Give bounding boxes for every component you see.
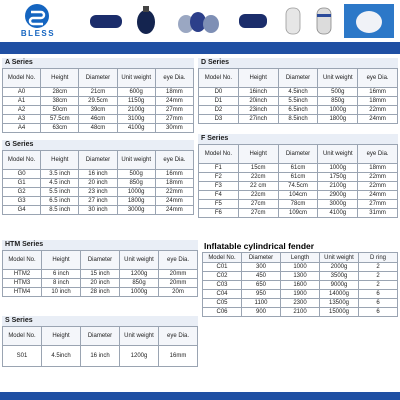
- cell: 1000: [281, 263, 320, 272]
- cell: 28cm: [41, 88, 79, 97]
- cell: 16 inch: [81, 346, 120, 367]
- cell: A2: [3, 106, 41, 115]
- cell: 23 inch: [79, 188, 117, 197]
- cell: 1800g: [117, 197, 155, 206]
- cell: 1150g: [117, 97, 155, 106]
- cell: D0: [199, 88, 239, 97]
- cell: 15 inch: [81, 270, 120, 279]
- cell: 4100g: [318, 209, 358, 218]
- cell: 31mm: [358, 209, 398, 218]
- cell: 27mm: [358, 200, 398, 209]
- cell: 38cm: [41, 97, 79, 106]
- a-series-title: A Series: [2, 58, 194, 68]
- logo-mark-icon: [22, 3, 52, 29]
- cell: 78cm: [278, 200, 318, 209]
- cell: 950: [242, 290, 281, 299]
- cell: 2000g: [320, 263, 359, 272]
- cell: 850g: [117, 179, 155, 188]
- table-row: [3, 106, 194, 115]
- htm-series-section: [2, 240, 198, 297]
- col-header: Diameter: [278, 145, 318, 164]
- cell: 18mm: [358, 97, 398, 106]
- fender-thumb-1-icon: [88, 6, 124, 36]
- cell: C06: [203, 308, 242, 317]
- cell: 24mm: [155, 197, 193, 206]
- inflatable-fender-table: [202, 252, 398, 317]
- cell: 5.5 inch: [41, 188, 79, 197]
- g-series-title: G Series: [2, 140, 194, 150]
- a-series-table: [2, 68, 194, 133]
- cell: 500g: [117, 170, 155, 179]
- cell: 1600: [281, 281, 320, 290]
- cell: 1300: [281, 272, 320, 281]
- table-row: [3, 97, 194, 106]
- table-row: [3, 197, 194, 206]
- inflatable-fender-title: Inflatable cylindrical fender: [204, 241, 315, 251]
- cell: 15000g: [320, 308, 359, 317]
- cell: 16 inch: [79, 170, 117, 179]
- cell: 6: [359, 299, 398, 308]
- cell: 18mm: [155, 179, 193, 188]
- table-row: [199, 173, 398, 182]
- f-series-table: [198, 144, 398, 218]
- cell: 2100: [281, 308, 320, 317]
- cell: 2100g: [318, 182, 358, 191]
- col-header: Height: [42, 251, 81, 270]
- cell: 27mm: [155, 106, 193, 115]
- footer-bar: [0, 392, 400, 400]
- cell: 1800g: [318, 115, 358, 124]
- cell: A3: [3, 115, 41, 124]
- cell: 6: [359, 290, 398, 299]
- cell: 1900: [281, 290, 320, 299]
- cell: 4.5inch: [42, 346, 81, 367]
- htm-series-title: HTM Series: [2, 240, 198, 250]
- cell: 20mm: [159, 279, 198, 288]
- cell: 29.5cm: [79, 97, 117, 106]
- table-row: [199, 191, 398, 200]
- fender-thumb-2-icon: [134, 6, 158, 36]
- cell: 5.5inch: [278, 97, 318, 106]
- header-divider-bar: [0, 42, 400, 54]
- cell: 650: [242, 281, 281, 290]
- cell: 21cm: [79, 88, 117, 97]
- col-header: eye Dia.: [155, 151, 193, 170]
- cell: 27 inch: [79, 197, 117, 206]
- cell: 30mm: [155, 124, 193, 133]
- col-header: Height: [42, 327, 81, 346]
- col-header: eye Dia.: [159, 251, 198, 270]
- cell: 16mm: [358, 88, 398, 97]
- cell: 27cm: [238, 200, 278, 209]
- table-row: [3, 188, 194, 197]
- table-row: [3, 88, 194, 97]
- cell: G2: [3, 188, 41, 197]
- d-series-table: [198, 68, 398, 124]
- cell: 27cm: [238, 209, 278, 218]
- table-row: [3, 170, 194, 179]
- cell: D1: [199, 97, 239, 106]
- cell: F5: [199, 200, 239, 209]
- cell: 24mm: [358, 115, 398, 124]
- cell: 22cm: [238, 191, 278, 200]
- cell: G0: [3, 170, 41, 179]
- col-header: eye Dia.: [358, 69, 398, 88]
- htm-series-table: [2, 250, 198, 297]
- table-row: [3, 124, 194, 133]
- table-header-row: [3, 327, 198, 346]
- table-row: [199, 164, 398, 173]
- col-header: Model No.: [3, 69, 41, 88]
- cell: S01: [3, 346, 42, 367]
- g-series-table: [2, 150, 194, 215]
- cell: 3500g: [320, 272, 359, 281]
- cell: 74.5cm: [278, 182, 318, 191]
- cell: 27mm: [155, 115, 193, 124]
- cell: 18mm: [358, 164, 398, 173]
- cell: 13500g: [320, 299, 359, 308]
- cell: 16mm: [155, 170, 193, 179]
- cell: G1: [3, 179, 41, 188]
- cell: 6.5 inch: [41, 197, 79, 206]
- cell: 1000g: [318, 164, 358, 173]
- cell: 23inch: [238, 106, 278, 115]
- cell: 450: [242, 272, 281, 281]
- cell: D3: [199, 115, 239, 124]
- table-row: [3, 270, 198, 279]
- cell: G4: [3, 206, 41, 215]
- table-header-row: [199, 69, 398, 88]
- col-header: Height: [41, 151, 79, 170]
- cell: 300: [242, 263, 281, 272]
- col-header: Unit weight: [117, 151, 155, 170]
- cell: D2: [199, 106, 239, 115]
- f-series-section: [198, 134, 398, 218]
- a-series-section: [2, 58, 194, 133]
- cell: 4.5inch: [278, 88, 318, 97]
- cell: 16mm: [159, 346, 198, 367]
- s-series-title: S Series: [2, 316, 198, 326]
- cell: F2: [199, 173, 239, 182]
- cell: 2: [359, 281, 398, 290]
- cell: 22cm: [238, 173, 278, 182]
- cell: 6: [359, 308, 398, 317]
- table-row: [203, 272, 398, 281]
- col-header: Unit weight: [318, 69, 358, 88]
- cell: 14000g: [320, 290, 359, 299]
- cell: C05: [203, 299, 242, 308]
- cell: 900: [242, 308, 281, 317]
- cell: 3000g: [318, 200, 358, 209]
- cell: 24mm: [155, 206, 193, 215]
- g-series-section: [2, 140, 194, 215]
- fender-thumb-5-icon: [282, 6, 304, 36]
- col-header: Height: [41, 69, 79, 88]
- cell: 3100g: [117, 115, 155, 124]
- table-row: [203, 263, 398, 272]
- cell: 109cm: [278, 209, 318, 218]
- cell: 1200g: [120, 346, 159, 367]
- cell: 48cm: [79, 124, 117, 133]
- col-header: Diameter: [81, 251, 120, 270]
- inflatable-fender-section: [202, 240, 398, 317]
- cell: 4.5 inch: [41, 179, 79, 188]
- cell: 1750g: [318, 173, 358, 182]
- cell: 2: [359, 263, 398, 272]
- col-header: Model No.: [3, 151, 41, 170]
- d-series-title: D Series: [198, 58, 398, 68]
- col-header: Height: [238, 69, 278, 88]
- cell: F1: [199, 164, 239, 173]
- d-series-section: [198, 58, 398, 124]
- cell: G3: [3, 197, 41, 206]
- col-header: Model No.: [199, 145, 239, 164]
- col-header: Model No.: [199, 69, 239, 88]
- table-row: [3, 206, 194, 215]
- cell: HTM3: [3, 279, 42, 288]
- cell: 8.5inch: [278, 115, 318, 124]
- table-header-row: [199, 145, 398, 164]
- cell: 6 inch: [42, 270, 81, 279]
- cell: 24mm: [155, 97, 193, 106]
- cell: 850g: [120, 279, 159, 288]
- cell: 850g: [318, 97, 358, 106]
- cell: A1: [3, 97, 41, 106]
- cell: 1000g: [120, 288, 159, 297]
- cell: 16inch: [238, 88, 278, 97]
- cell: 15cm: [238, 164, 278, 173]
- col-header: Diameter: [81, 327, 120, 346]
- cell: 20 inch: [79, 179, 117, 188]
- table-header-row: [3, 251, 198, 270]
- cell: 18mm: [155, 88, 193, 97]
- table-row: [199, 209, 398, 218]
- table-header-row: [3, 69, 194, 88]
- cell: HTM2: [3, 270, 42, 279]
- cell: 600g: [117, 88, 155, 97]
- cell: 2100g: [117, 106, 155, 115]
- cell: 9000g: [320, 281, 359, 290]
- cell: A0: [3, 88, 41, 97]
- table-row: [203, 290, 398, 299]
- col-header: D ring: [359, 253, 398, 263]
- cell: 1100: [242, 299, 281, 308]
- table-row: [3, 179, 194, 188]
- cell: 22mm: [358, 182, 398, 191]
- fender-thumb-6-icon: [310, 6, 338, 36]
- col-header: Unit weight: [318, 145, 358, 164]
- col-header: Model No.: [3, 251, 42, 270]
- s-series-table: [2, 326, 198, 367]
- col-header: Model No.: [203, 253, 242, 263]
- col-header: Unit weight: [120, 327, 159, 346]
- cell: 39cm: [79, 106, 117, 115]
- cell: F6: [199, 209, 239, 218]
- cell: 22mm: [155, 188, 193, 197]
- col-header: Diameter: [79, 69, 117, 88]
- cell: 10 inch: [42, 288, 81, 297]
- col-header: eye Dia.: [358, 145, 398, 164]
- cell: HTM4: [3, 288, 42, 297]
- cell: 24mm: [358, 191, 398, 200]
- cell: 2: [359, 272, 398, 281]
- cell: 61cm: [278, 164, 318, 173]
- brand-name: BLESS: [20, 29, 56, 38]
- cell: C02: [203, 272, 242, 281]
- table-row: [199, 182, 398, 191]
- cell: 8 inch: [42, 279, 81, 288]
- cell: A4: [3, 124, 41, 133]
- col-header: Diameter: [79, 151, 117, 170]
- col-header: eye Dia.: [159, 327, 198, 346]
- cell: 20mm: [159, 270, 198, 279]
- cell: 20m: [159, 288, 198, 297]
- cell: 6.5inch: [278, 106, 318, 115]
- cell: 2900g: [318, 191, 358, 200]
- col-header: Diameter: [242, 253, 281, 263]
- cell: 61cm: [278, 173, 318, 182]
- cell: 57.5cm: [41, 115, 79, 124]
- cell: C01: [203, 263, 242, 272]
- cell: 1200g: [120, 270, 159, 279]
- table-row: [3, 115, 194, 124]
- fender-thumb-7-icon: [344, 4, 394, 38]
- cell: 27inch: [238, 115, 278, 124]
- table-row: [203, 308, 398, 317]
- cell: 1000g: [117, 188, 155, 197]
- col-header: Unit weight: [120, 251, 159, 270]
- cell: 3.5 inch: [41, 170, 79, 179]
- cell: 22 cm: [238, 182, 278, 191]
- table-row: [203, 281, 398, 290]
- cell: 20 inch: [81, 279, 120, 288]
- cell: C03: [203, 281, 242, 290]
- fender-thumb-3-icon: [176, 6, 222, 36]
- col-header: Unit weight: [320, 253, 359, 263]
- cell: 104cm: [278, 191, 318, 200]
- cell: 28 inch: [81, 288, 120, 297]
- table-row: [3, 279, 198, 288]
- cell: C04: [203, 290, 242, 299]
- table-row: [199, 106, 398, 115]
- header: [0, 0, 400, 42]
- cell: 50cm: [41, 106, 79, 115]
- f-series-title: F Series: [198, 134, 398, 144]
- col-header: Model No.: [3, 327, 42, 346]
- cell: 3000g: [117, 206, 155, 215]
- cell: 22mm: [358, 173, 398, 182]
- cell: 8.5 inch: [41, 206, 79, 215]
- cell: 22mm: [358, 106, 398, 115]
- cell: 46cm: [79, 115, 117, 124]
- col-header: Unit weight: [117, 69, 155, 88]
- cell: 63cm: [41, 124, 79, 133]
- table-row: [3, 288, 198, 297]
- col-header: Length: [281, 253, 320, 263]
- cell: 4100g: [117, 124, 155, 133]
- table-row: [199, 200, 398, 209]
- col-header: Diameter: [278, 69, 318, 88]
- bless-logo: [4, 3, 72, 39]
- table-header-row: [3, 151, 194, 170]
- fender-thumb-4-icon: [236, 6, 270, 36]
- cell: 500g: [318, 88, 358, 97]
- table-row: [199, 115, 398, 124]
- cell: 20inch: [238, 97, 278, 106]
- cell: F4: [199, 191, 239, 200]
- col-header: eye Dia.: [155, 69, 193, 88]
- s-series-section: [2, 316, 198, 367]
- table-row: [199, 97, 398, 106]
- table-row: [199, 88, 398, 97]
- table-row: [3, 346, 198, 367]
- cell: F3: [199, 182, 239, 191]
- cell: 2300: [281, 299, 320, 308]
- cell: 30 inch: [79, 206, 117, 215]
- cell: 1000g: [318, 106, 358, 115]
- col-header: Height: [238, 145, 278, 164]
- table-header-row: [203, 253, 398, 263]
- table-row: [203, 299, 398, 308]
